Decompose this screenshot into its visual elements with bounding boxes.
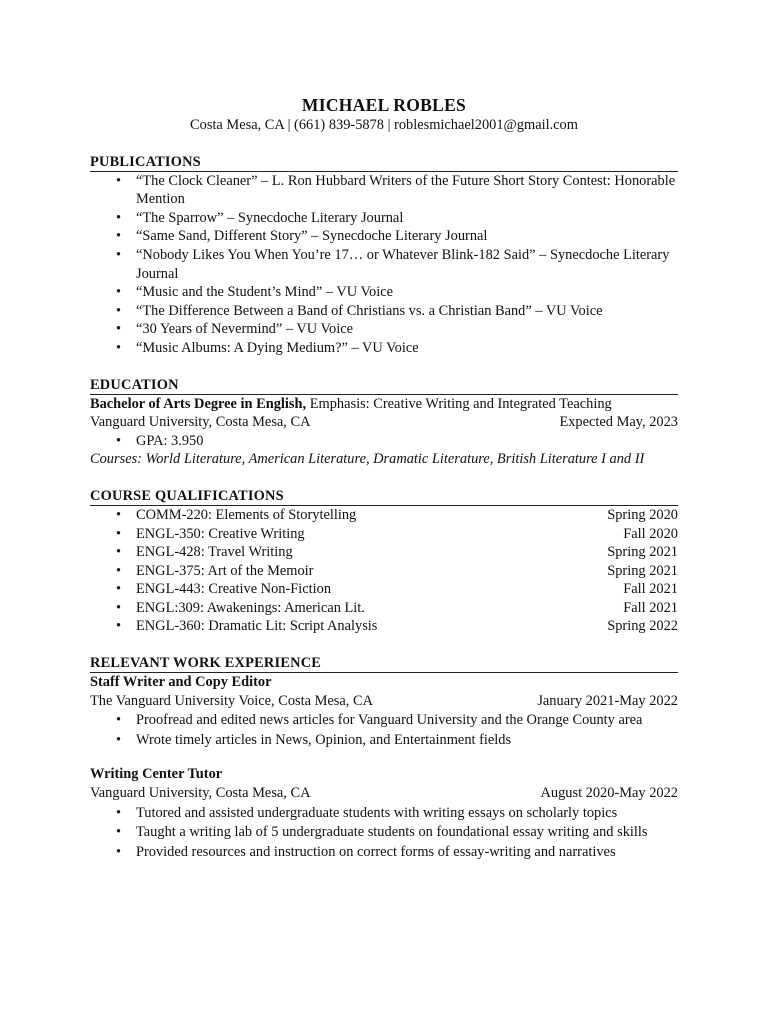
publication-item: • “The Sparrow” – Synecdoche Literary Journal — [90, 209, 678, 228]
job-bullet: • Taught a writing lab of 5 undergraduate students on foundational essay writing and skills — [90, 823, 678, 842]
gpa-item: • GPA: 3.950 — [90, 432, 678, 451]
contact-line: Costa Mesa, CA | (661) 839-5878 | roblesmichael2001@gmail.com — [190, 117, 578, 133]
courses-line: Courses: World Literature, American Literature, Dramatic Literature, British Literature I and II — [90, 451, 645, 468]
job-dates: August 2020-May 2022 — [540, 785, 678, 802]
job-bullet: • Provided resources and instruction on correct forms of essay-writing and narratives — [90, 843, 678, 862]
publication-item: • “Music Albums: A Dying Medium?” – VU Voice — [90, 339, 678, 358]
course-term: Spring 2021 — [607, 544, 678, 561]
course-item — [90, 562, 678, 581]
course-qualifications-heading: COURSE QUALIFICATIONS — [90, 487, 678, 506]
publication-item: • “The Difference Between a Band of Christians vs. a Christian Band” – VU Voice — [90, 302, 678, 321]
job-title: Staff Writer and Copy Editor — [90, 674, 272, 691]
publications-heading: PUBLICATIONS — [90, 153, 678, 172]
job-entry — [90, 765, 678, 861]
job-title: Writing Center Tutor — [90, 766, 223, 783]
publication-item: • “30 Years of Nevermind” – VU Voice — [90, 320, 678, 339]
candidate-name: MICHAEL ROBLES — [301, 95, 467, 115]
degree-line — [90, 395, 678, 414]
resume-content — [90, 94, 678, 861]
job-org: The Vanguard University Voice, Costa Mesa, CA — [90, 692, 373, 709]
job-bullets — [90, 711, 678, 749]
course-term: Spring 2020 — [607, 506, 678, 523]
course-item — [90, 525, 678, 544]
publications-list — [90, 172, 678, 358]
job-bullets — [90, 804, 678, 862]
work-experience-section — [90, 654, 678, 861]
course-name: • ENGL-375: Art of the Memoir — [136, 562, 314, 579]
course-item — [90, 599, 678, 618]
graduation-date: Expected May, 2023 — [559, 414, 678, 431]
course-name: • ENGL-428: Travel Writing — [136, 544, 293, 561]
course-item — [90, 506, 678, 525]
education-section — [90, 376, 678, 469]
job-dates: January 2021-May 2022 — [537, 692, 678, 709]
publication-item: • “Same Sand, Different Story” – Synecdoche Literary Journal — [90, 227, 678, 246]
job-bullet: • Proofread and edited news articles for Vanguard University and the Orange County area — [90, 711, 678, 730]
course-term: Fall 2020 — [623, 525, 678, 542]
degree-emphasis: Emphasis: Creative Writing and Integrated Teaching — [306, 395, 612, 412]
course-term: Fall 2021 — [623, 581, 678, 598]
course-item — [90, 617, 678, 636]
course-term: Fall 2021 — [623, 599, 678, 616]
course-list — [90, 506, 678, 636]
course-name: • ENGL-443: Creative Non-Fiction — [136, 581, 332, 598]
publications-section — [90, 153, 678, 358]
job-bullet: • Tutored and assisted undergraduate students with writing essays on scholarly topics — [90, 804, 678, 823]
course-item — [90, 580, 678, 599]
job-org-line — [90, 784, 678, 803]
work-experience-heading: RELEVANT WORK EXPERIENCE — [90, 654, 678, 673]
course-name: • ENGL:309: Awakenings: American Lit. — [136, 599, 365, 616]
course-name: • ENGL-350: Creative Writing — [136, 525, 305, 542]
job-org-line — [90, 692, 678, 711]
job-org: Vanguard University, Costa Mesa, CA — [90, 785, 311, 802]
publication-item: • “The Clock Cleaner” – L. Ron Hubbard Writers of the Future Short Story Contest: Honorable Mention — [90, 172, 678, 209]
gpa-list — [90, 432, 678, 451]
job-entry — [90, 673, 678, 749]
course-term: Spring 2022 — [607, 618, 678, 635]
course-qualifications-section — [90, 487, 678, 636]
job-bullet: • Wrote timely articles in News, Opinion, and Entertainment fields — [90, 731, 678, 750]
course-item — [90, 543, 678, 562]
course-term: Spring 2021 — [607, 562, 678, 579]
school-name: Vanguard University, Costa Mesa, CA — [90, 414, 311, 431]
course-name: • ENGL-360: Dramatic Lit: Script Analysis — [136, 618, 378, 635]
school-line — [90, 413, 678, 432]
degree-title: Bachelor of Arts Degree in English, — [90, 395, 307, 412]
publication-item: • “Nobody Likes You When You’re 17… or Whatever Blink-182 Said” – Synecdoche Literary Journal — [90, 246, 678, 283]
course-name: • COMM-220: Elements of Storytelling — [136, 506, 357, 523]
education-heading: EDUCATION — [90, 376, 678, 395]
publication-item: • “Music and the Student’s Mind” – VU Voice — [90, 283, 678, 302]
